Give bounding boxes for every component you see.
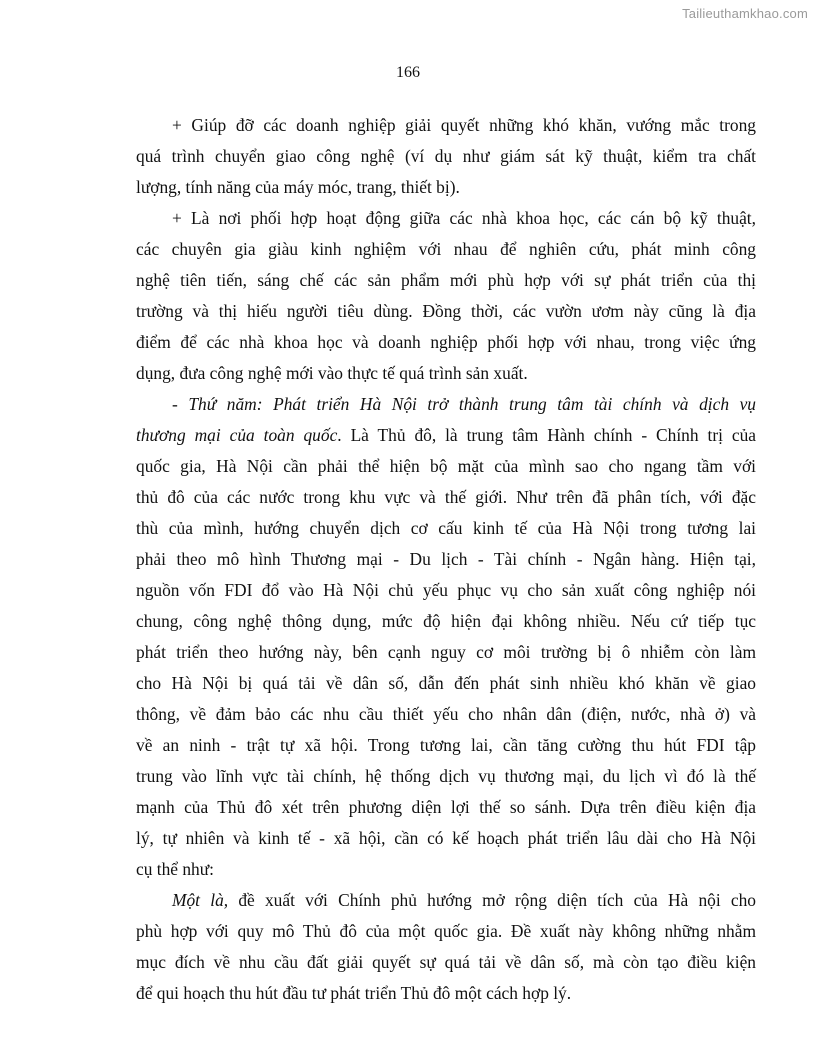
text-segment: phù hợp với quy mô Thủ đô của một quốc gia. Đề xuất này không những nhằm [136, 921, 756, 941]
text-segment: các chuyên gia giàu kinh nghiệm với nhau để nghiên cứu, phát minh công [136, 239, 756, 259]
text-segment: chung, công nghệ thông dụng, mức độ hiện đại không nhiều. Nếu cứ tiếp tục [136, 611, 756, 631]
text-segment: nghệ tiên tiến, sáng chế các sản phẩm mới phù hợp với sự phát triển của thị [136, 270, 756, 290]
text-segment: phát triển theo hướng này, bên cạnh nguy cơ môi trường bị ô nhiễm còn làm [136, 642, 756, 662]
text-line [136, 854, 756, 885]
text-line [136, 141, 756, 172]
text-line [136, 575, 756, 606]
text-line [136, 885, 756, 916]
text-segment: quốc gia, Hà Nội cần phải thể hiện bộ mặt của mình sao cho ngang tầm với [136, 456, 756, 476]
text-line [136, 203, 756, 234]
text-line [136, 823, 756, 854]
text-segment: thù của mình, hướng chuyển dịch cơ cấu kinh tế của Hà Nội trong tương lai [136, 518, 756, 538]
italic-text: thương mại của toàn quốc [136, 425, 338, 445]
text-segment: thông, về đảm bảo các nhu cầu thiết yếu cho nhân dân (điện, nước, nhà ở) và [136, 704, 756, 724]
text-line [136, 110, 756, 141]
text-segment: về an ninh - trật tự xã hội. Trong tương lai, cần tăng cường thu hút FDI tập [136, 735, 756, 755]
text-segment: điểm để các nhà khoa học và doanh nghiệp phối hợp với nhau, trong việc ứng [136, 332, 756, 352]
text-line [136, 637, 756, 668]
text-segment: phải theo mô hình Thương mại - Du lịch - Tài chính - Ngân hàng. Hiện tại, [136, 549, 756, 569]
text-line [136, 482, 756, 513]
text-line [136, 389, 756, 420]
text-segment: trường và thị hiếu người tiêu dùng. Đồng thời, các vườn ươm này cũng là địa [136, 301, 756, 321]
text-line [136, 792, 756, 823]
text-line [136, 761, 756, 792]
text-line [136, 699, 756, 730]
italic-text: Một là, [172, 890, 229, 910]
text-segment: mạnh của Thủ đô xét trên phương diện lợi thế so sánh. Dựa trên điều kiện địa [136, 797, 756, 817]
text-segment: để qui hoạch thu hút đầu tư phát triển Thủ đô một cách hợp lý. [136, 983, 572, 1003]
text-line [136, 668, 756, 699]
text-line [136, 327, 756, 358]
text-segment: . Là Thủ đô, là trung tâm Hành chính - Chính trị của [337, 425, 756, 445]
text-line [136, 947, 756, 978]
text-segment: đề xuất với Chính phủ hướng mở rộng diện tích của Hà nội cho [228, 890, 756, 910]
text-segment: cụ thể như: [136, 859, 215, 879]
text-line [136, 234, 756, 265]
text-segment: + Là nơi phối hợp hoạt động giữa các nhà khoa học, các cán bộ kỹ thuật, [172, 208, 756, 228]
text-line [136, 451, 756, 482]
watermark: Tailieuthamkhao.com [682, 6, 808, 21]
text-segment: cho Hà Nội bị quá tải về dân số, dẫn đến phát sinh nhiều khó khăn về giao [136, 673, 756, 693]
text-line [136, 730, 756, 761]
text-line [136, 606, 756, 637]
text-segment: lượng, tính năng của máy móc, trang, thiết bị). [136, 177, 460, 197]
text-segment: trung vào lĩnh vực tài chính, hệ thống dịch vụ thương mại, du lịch vì đó là thế [136, 766, 756, 786]
text-line [136, 513, 756, 544]
text-segment: nguồn vốn FDI đổ vào Hà Nội chủ yếu phục vụ cho sản xuất công nghiệp nói [136, 580, 756, 600]
italic-text: - Thứ năm: Phát triển Hà Nội trở thành trung tâm tài chính và dịch vụ [172, 394, 756, 414]
text-line [136, 358, 756, 389]
text-line [136, 916, 756, 947]
text-segment: thủ đô của các nước trong khu vực và thế giới. Như trên đã phân tích, với đặc [136, 487, 756, 507]
text-line [136, 420, 756, 451]
text-line [136, 544, 756, 575]
text-segment: + Giúp đỡ các doanh nghiệp giải quyết những khó khăn, vướng mắc trong [172, 115, 756, 135]
page-number: 166 [396, 64, 420, 81]
text-segment: lý, tự nhiên và kinh tế - xã hội, cần có kế hoạch phát triển lâu dài cho Hà Nội [136, 828, 756, 848]
text-line [136, 265, 756, 296]
text-segment: mục đích về nhu cầu đất giải quyết sự quá tải về dân số, mà còn tạo điều kiện [136, 952, 756, 972]
body-text [136, 110, 756, 1009]
text-line [136, 172, 756, 203]
text-line [136, 978, 756, 1009]
text-segment: dụng, đưa công nghệ mới vào thực tế quá trình sản xuất. [136, 363, 528, 383]
text-line [136, 296, 756, 327]
text-segment: quá trình chuyển giao công nghệ (ví dụ như giám sát kỹ thuật, kiểm tra chất [136, 146, 756, 166]
